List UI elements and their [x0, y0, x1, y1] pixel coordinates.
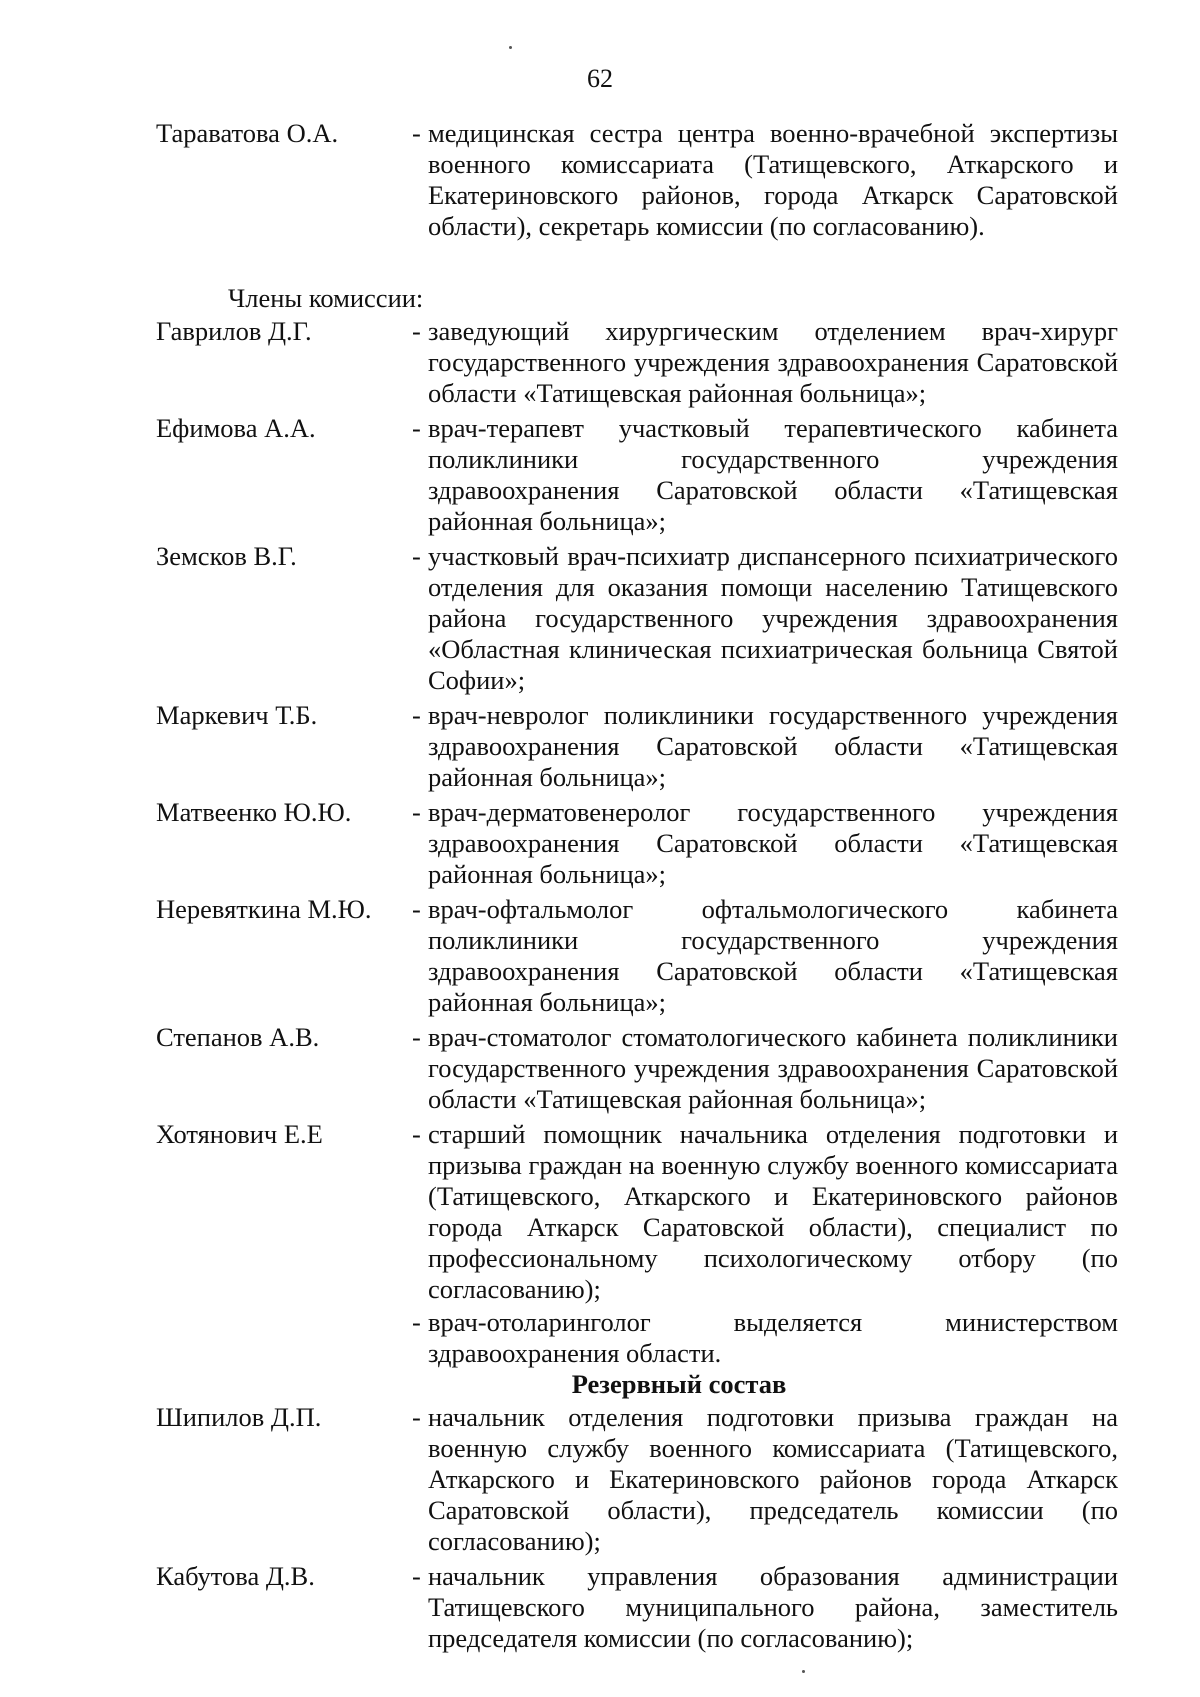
member-entry [156, 700, 1118, 793]
person-name: Неревяткина М.Ю. [156, 894, 372, 924]
dash: - [412, 1119, 421, 1149]
person-name: Тараватова О.А. [156, 118, 339, 148]
person-name: Маркевич Т.Б. [156, 700, 318, 730]
person-role: участковый врач-психиатр диспансерного психиатрического отделения для оказания помощи населению Татищевского района государственного учреждения здравоохранения «Областная клиническая психиатрическая больница Святой Софии»; [428, 541, 1118, 695]
dash: - [412, 118, 421, 148]
person-role: врач-невролог поликлиники государственного учреждения здравоохранения Саратовской области «Татищевская районная больница»; [428, 700, 1118, 792]
members-label: Члены комиссии: [228, 283, 424, 313]
member-entry [156, 1307, 1118, 1369]
member-entry [156, 1119, 1118, 1305]
person-role: врач-офтальмолог офтальмологического кабинета поликлиники государственного учреждения здравоохранения Саратовской области «Татищевская районная больница»; [428, 894, 1118, 1017]
person-name: Кабутова Д.В. [156, 1561, 315, 1591]
dash: - [412, 541, 421, 571]
member-entry [156, 413, 1118, 537]
person-role: врач-стоматолог стоматологического кабинета поликлиники государственного учреждения здравоохранения Саратовской области «Татищевская районная больница»; [428, 1022, 1118, 1114]
person-name: Земсков В.Г. [156, 541, 297, 571]
dash: - [412, 797, 421, 827]
dash: - [412, 1307, 421, 1337]
person-role: начальник отделения подготовки призыва граждан на военную службу военного комиссариата (Татищевского, Аткарского и Екатериновского районов города Аткарск Саратовской области), председатель комиссии (по согласованию); [428, 1402, 1118, 1556]
reserve-entry [156, 1561, 1118, 1654]
dash: - [412, 1402, 421, 1432]
person-role: врач-отоларинголог выделяется министерством здравоохранения области. [428, 1307, 1118, 1368]
person-name: Шипилов Д.П. [156, 1402, 322, 1432]
member-entry [156, 1022, 1118, 1115]
scan-speck [802, 1670, 805, 1673]
person-name: Степанов А.В. [156, 1022, 320, 1052]
person-name: Гаврилов Д.Г. [156, 316, 312, 346]
commission-list [156, 118, 1118, 1658]
member-entry [156, 316, 1118, 409]
person-role: заведующий хирургическим отделением врач-хирург государственного учреждения здравоохранения Саратовской области «Татищевская районная больница»; [428, 316, 1118, 408]
dash: - [412, 1022, 421, 1052]
person-role: старший помощник начальника отделения подготовки и призыва граждан на военную службу военного комиссариата (Татищевского, Аткарского и Екатериновского районов города Аткарск Саратовской области), специалист по профессиональному психологическому отбору (по согласованию); [428, 1119, 1118, 1304]
person-name: Матвеенко Ю.Ю. [156, 797, 352, 827]
person-role: врач-дерматовенеролог государственного учреждения здравоохранения Саратовской области «Татищевская районная больница»; [428, 797, 1118, 889]
member-entry [156, 541, 1118, 696]
reserve-section-title: Резервный состав [571, 1369, 787, 1399]
dash: - [412, 894, 421, 924]
person-role: медицинская сестра центра военно-врачебной экспертизы военного комиссариата (Татищевского, Аткарского и Екатериновского районов, города Аткарск Саратовской области), секретарь комиссии (по согласованию). [428, 118, 1118, 241]
member-entry [156, 797, 1118, 890]
person-role: начальник управления образования администрации Татищевского муниципального района, заместитель председателя комиссии (по согласованию); [428, 1561, 1118, 1653]
scan-speck [509, 46, 512, 49]
dash: - [412, 700, 421, 730]
person-name: Ефимова А.А. [156, 413, 316, 443]
person-role: врач-терапевт участковый терапевтического кабинета поликлиники государственного учреждения здравоохранения Саратовской области «Татищевская районная больница»; [428, 413, 1118, 536]
person-name: Хотянович Е.Е [156, 1119, 323, 1149]
dash: - [412, 316, 421, 346]
member-entry [156, 894, 1118, 1018]
page-number: 62 [587, 64, 613, 93]
dash: - [412, 1561, 421, 1591]
dash: - [412, 413, 421, 443]
secretary-entry [156, 118, 1118, 242]
reserve-entry [156, 1402, 1118, 1557]
